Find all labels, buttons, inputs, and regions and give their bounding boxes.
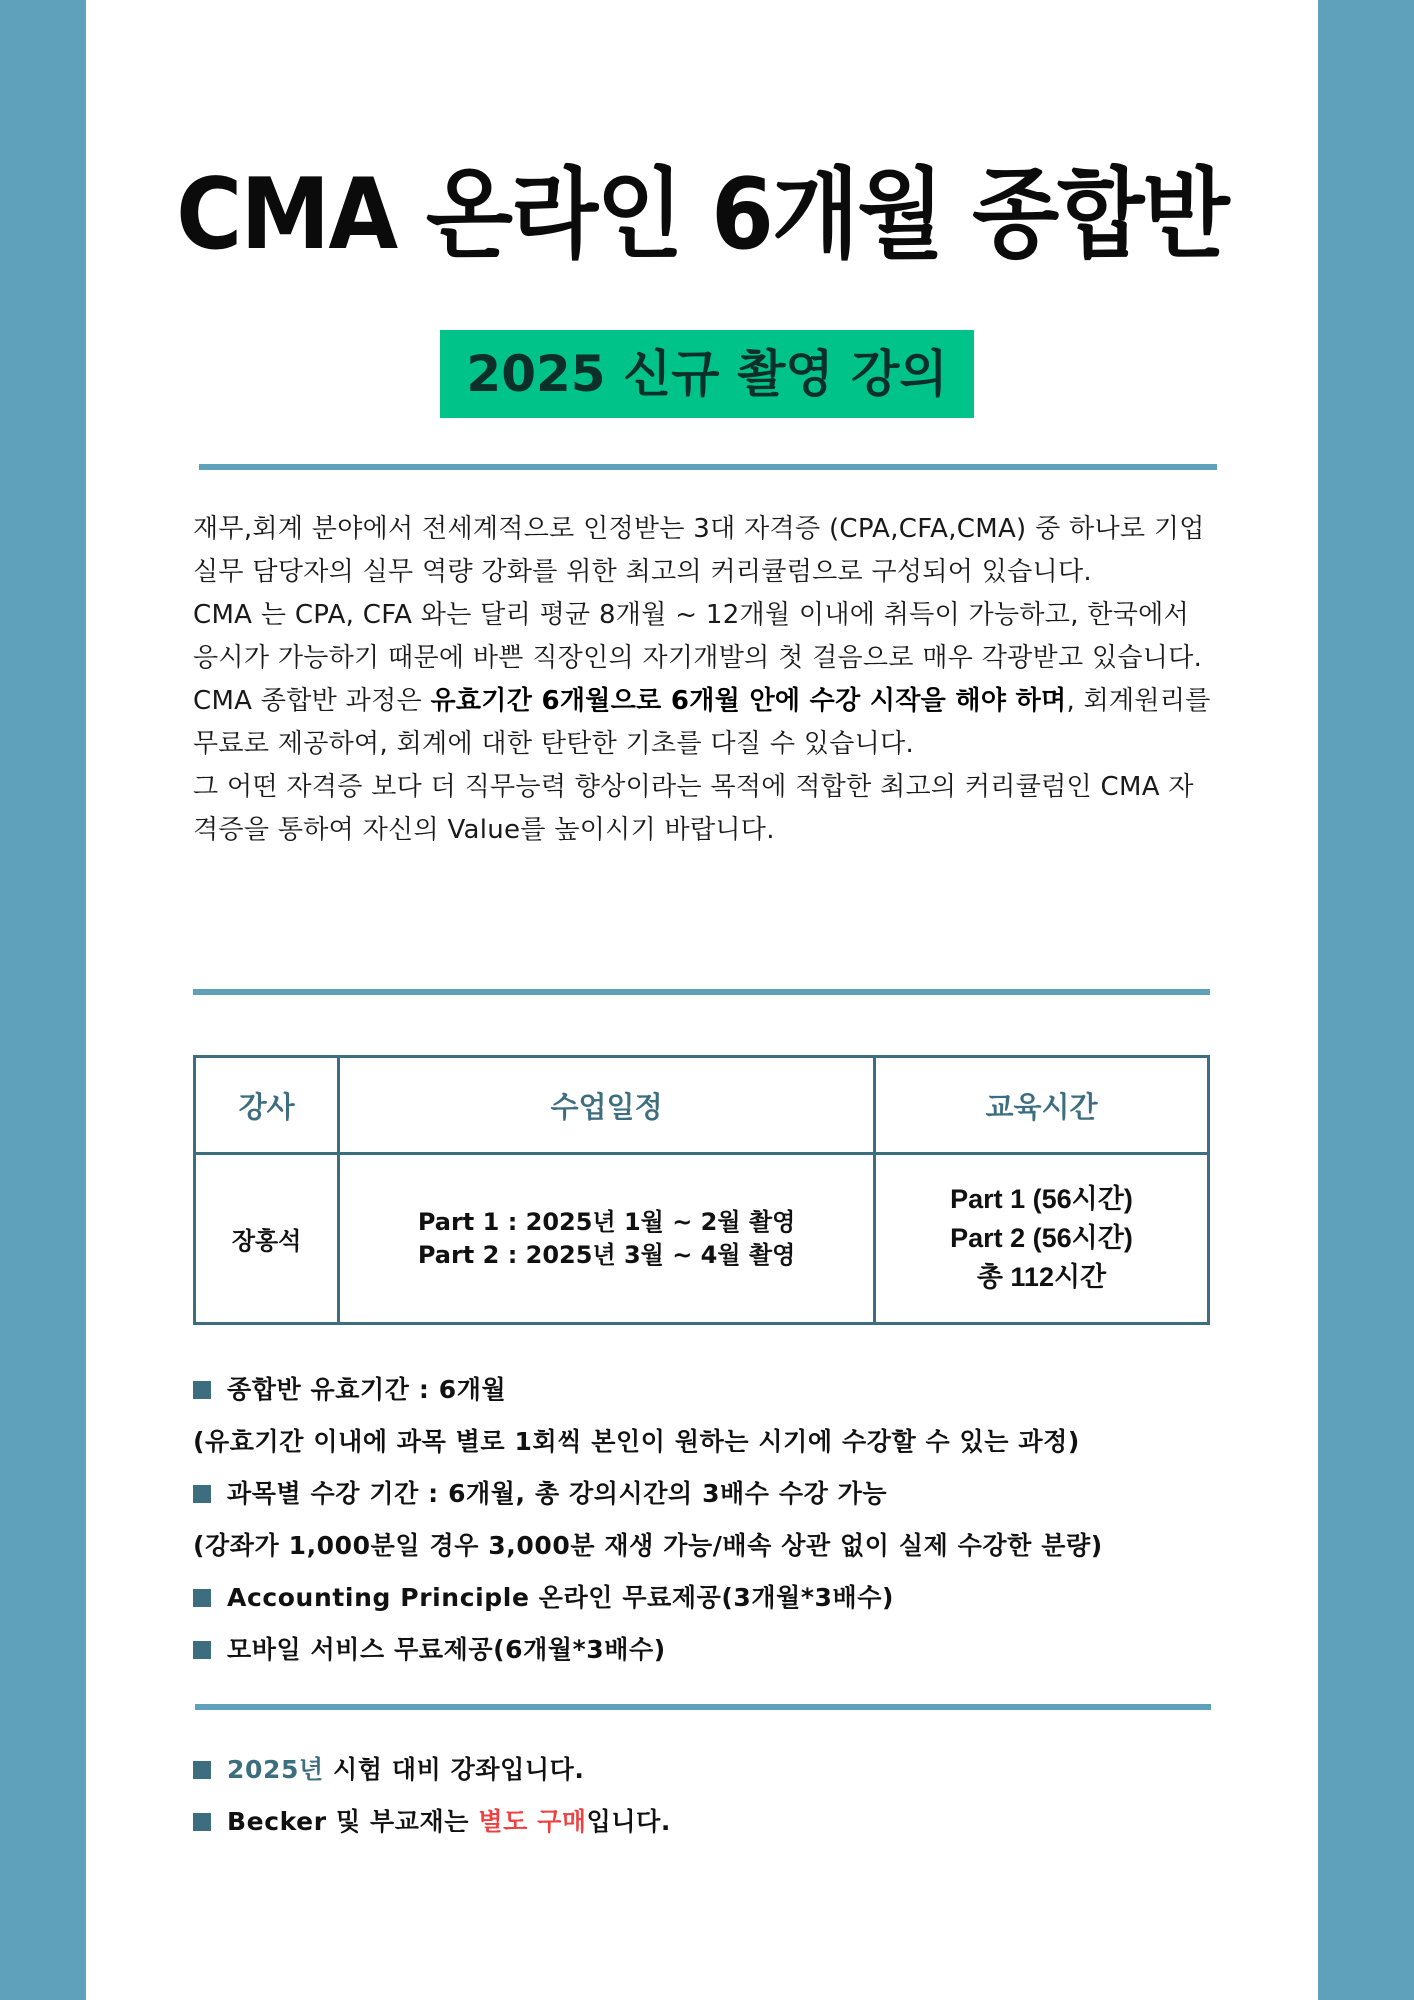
- schedule-cell: [339, 1154, 875, 1324]
- header-schedule: 수업일정: [339, 1057, 875, 1154]
- purchase-warning: 별도 구매: [478, 1807, 587, 1836]
- exam-year: 2025년: [227, 1755, 324, 1784]
- subtitle-banner: 2025 신규 촬영 강의: [440, 330, 974, 418]
- schedule-item: Part 1 : 2025년 1월 ~ 2월 촬영: [417, 1207, 796, 1236]
- square-bullet-icon: [193, 1485, 211, 1503]
- instructor-name: 장홍석: [195, 1154, 339, 1324]
- list-item-text: 과목별 수강 기간 : 6개월, 총 강의시간의 3배수 수강 가능: [227, 1479, 888, 1508]
- header-instructor: 강사: [195, 1057, 339, 1154]
- table-header-row: [195, 1057, 1209, 1154]
- table-row: [195, 1154, 1209, 1324]
- divider: [199, 464, 1217, 470]
- list-item: [193, 1364, 1213, 1416]
- square-bullet-icon: [193, 1641, 211, 1659]
- schedule-item: Part 2 : 2025년 3월 ~ 4월 촬영: [417, 1240, 796, 1269]
- square-bullet-icon: [193, 1761, 211, 1779]
- list-item-text: 종합반 유효기간 : 6개월: [227, 1375, 507, 1404]
- intro-text: CMA 종합반 과정은: [193, 686, 431, 716]
- divider: [193, 989, 1210, 995]
- list-item-text: 입니다.: [586, 1807, 672, 1836]
- page-title: CMA 온라인 6개월 종합반: [176, 158, 1228, 272]
- intro-emphasis: 유효기간 6개월으로 6개월 안에 수강 시작을 해야 하며: [430, 686, 1067, 716]
- intro-paragraph: [193, 508, 1213, 852]
- list-item-text: Becker 및 부교재는: [227, 1807, 479, 1836]
- square-bullet-icon: [193, 1813, 211, 1831]
- hours-item: Part 2 (56시간): [950, 1223, 1133, 1253]
- intro-line: 그 어떤 자격증 보다 더 직무능력 향상이라는 목적에 적합한 최고의 커리큘럼인 CMA 자격증을 통하여 자신의 Value를 높이시기 바랍니다.: [193, 772, 1194, 845]
- intro-line: CMA 는 CPA, CFA 와는 달리 평균 8개월 ~ 12개월 이내에 취득이 가능하고, 한국에서 응시가 가능하기 때문에 바쁜 직장인의 자기개발의 첫 걸음으로 매우 각광받고 있습니다.: [193, 600, 1203, 673]
- list-item: [193, 1796, 1213, 1848]
- intro-text: , 회계원리를 무료로 제공하여, 회계에 대한 탄탄한 기초를 다질 수 있습니다.: [193, 686, 1211, 759]
- benefits-list: [193, 1364, 1213, 1676]
- notes-list: [193, 1744, 1213, 1848]
- list-item-text: 모바일 서비스 무료제공(6개월*3배수): [227, 1635, 666, 1664]
- header-hours: 교육시간: [874, 1057, 1208, 1154]
- list-item: [193, 1744, 1213, 1796]
- hours-item: Part 1 (56시간): [950, 1184, 1133, 1214]
- hours-total: 총 112시간: [976, 1262, 1107, 1292]
- square-bullet-icon: [193, 1381, 211, 1399]
- list-item: [193, 1624, 1213, 1676]
- list-item: [193, 1572, 1213, 1624]
- list-item-note: (강좌가 1,000분일 경우 3,000분 재생 가능/배속 상관 없이 실제 수강한 분량): [193, 1531, 1103, 1560]
- hours-cell: [874, 1154, 1208, 1324]
- square-bullet-icon: [193, 1589, 211, 1607]
- list-item-note: (유효기간 이내에 과목 별로 1회씩 본인이 원하는 시기에 수강할 수 있는 과정): [193, 1427, 1080, 1456]
- list-item-text: 시험 대비 강좌입니다.: [323, 1755, 585, 1784]
- divider: [195, 1704, 1211, 1710]
- course-info-table: [193, 1055, 1210, 1325]
- document-page: [86, 0, 1318, 2000]
- list-item-text: Accounting Principle 온라인 무료제공(3개월*3배수): [227, 1583, 895, 1612]
- intro-line: 재무,회계 분야에서 전세계적으로 인정받는 3대 자격증 (CPA,CFA,CMA) 중 하나로 기업 실무 담당자의 실무 역량 강화를 위한 최고의 커리큘럼으로 구성되어 있습니다.: [193, 514, 1205, 587]
- list-item: [193, 1468, 1213, 1520]
- intro-line: [193, 680, 1213, 766]
